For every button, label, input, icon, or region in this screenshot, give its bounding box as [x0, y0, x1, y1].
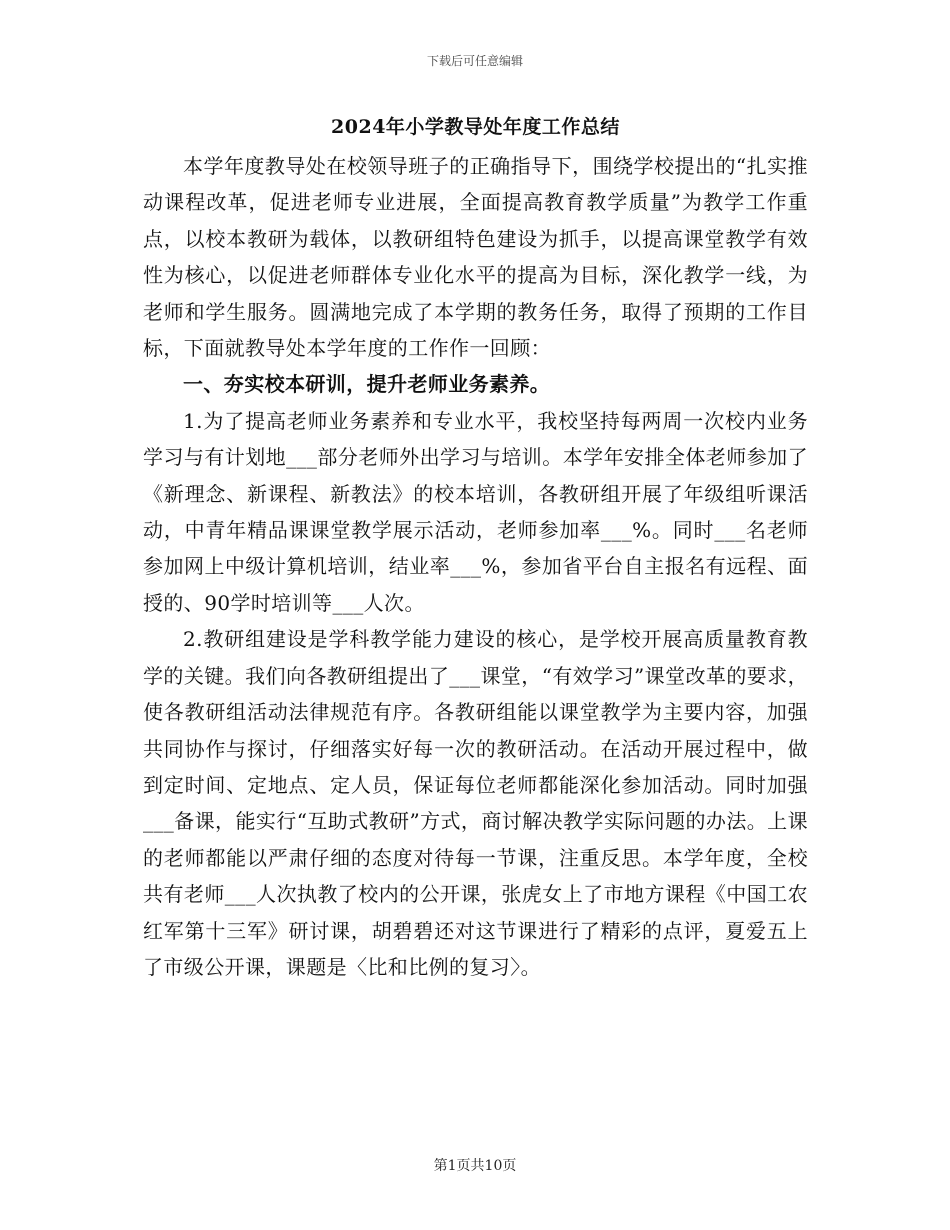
page-indicator: 第1页共10页 — [433, 1158, 517, 1174]
page-header-note: 下载后可任意编辑 — [426, 54, 523, 68]
section-heading-1: 一、夯实校本研训，提升老师业务素养。 — [183, 372, 551, 397]
intro-paragraph: 本学年度教导处在校领导班子的正确指导下，围绕学校提出的“扎实推动课程改革，促进老师专业进展，全面提高教育教学质量”为教学工作重点，以校本教研为载体，以教研组特色建设为抓手，以提高课堂教学有效性为核心，以促进老师群体专业化水平的提高为目标，深化教学一线，为老师和学生服务。圆满地完成了本学期的教务任务，取得了预期的工作目标，下面就教导处本学年度的工作作一回顾： — [143, 154, 808, 361]
document-title: 2024年小学教导处年度工作总结 — [331, 116, 620, 138]
list-item-1: 1.为了提高老师业务素养和专业水平，我校坚持每两周一次校内业务学习与有计划地___部分老师外出学习与培训。本学年安排全体老师参加了《新理念、新课程、新教法》的校本培训，各教研组开展了年级组听课活动，中青年精品课课堂教学展示活动，老师参加率___%。同时___名老师参加网上中级计算机培训，结业率___%，参加省平台自主报名有远程、面授的、90学时培训等___人次。 — [143, 408, 808, 615]
list-item-2: 2.教研组建设是学科教学能力建设的核心，是学校开展高质量教育教学的关键。我们向各教研组提出了___课堂，“有效学习”课堂改革的要求，使各教研组活动法律规范有序。各教研组能以课堂教学为主要内容，加强共同协作与探讨，仔细落实好每一次的教研活动。在活动开展过程中，做到定时间、定地点、定人员，保证每位老师都能深化参加活动。同时加强___备课，能实行“互助式教研”方式，商讨解决教学实际问题的办法。上课的老师都能以严肃仔细的态度对待每一节课，注重反思。本学年度，全校共有老师___人次执教了校内的公开课，张虎女上了市地方课程《中国工农红军第十三军》研讨课，胡碧碧还对这节课进行了精彩的点评，夏爱五上了市级公开课，课题是〈比和比例的复习〉。 — [143, 627, 808, 979]
document-body — [143, 112, 808, 985]
